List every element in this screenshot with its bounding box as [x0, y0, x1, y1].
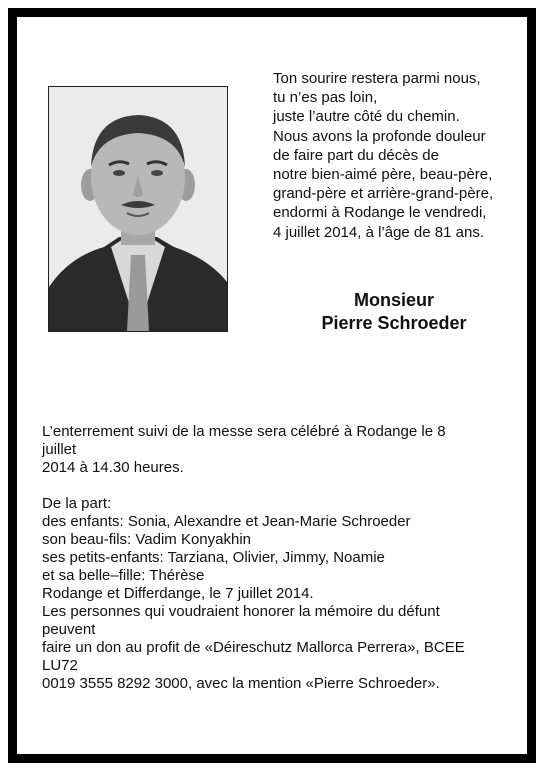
funeral-line: juillet: [42, 441, 77, 458]
family-line: De la part:: [42, 495, 112, 512]
portrait-image: [49, 87, 227, 331]
family-line: faire un don au profit de «Déireschutz Mallorca Perrera», BCEE: [42, 639, 465, 656]
poem-line: de faire part du décès de: [273, 146, 439, 164]
family-line: LU72: [42, 657, 78, 674]
deceased-name: [293, 289, 495, 335]
poem-line: tu n’es pas loin,: [273, 89, 378, 107]
poem-line: 4 juillet 2014, à l’âge de 81 ans.: [273, 223, 484, 241]
poem-line: notre bien-aimé père, beau-père,: [273, 166, 493, 184]
portrait-photo: [48, 86, 228, 332]
family-line: 0019 3555 8292 3000, avec la mention «Pierre Schroeder».: [42, 675, 440, 692]
family-line: peuvent: [42, 621, 96, 638]
paragraph-spacer: [42, 477, 532, 495]
poem-line: Nous avons la profonde douleur: [273, 127, 486, 145]
funeral-line: L’enterrement suivi de la messe sera célébré à Rodange le 8: [42, 423, 446, 440]
family-line: ses petits-enfants: Tarziana, Olivier, Jimmy, Noamie: [42, 549, 385, 566]
name-title: Monsieur: [353, 290, 434, 310]
announcement-body: [42, 423, 532, 693]
family-line: des enfants: Sonia, Alexandre et Jean-Marie Schroeder: [42, 513, 411, 530]
poem-block: [273, 69, 533, 242]
poem-line: endormi à Rodange le vendredi,: [273, 204, 487, 222]
family-line: son beau-fils: Vadim Konyakhin: [42, 531, 252, 548]
poem-line: grand-père et arrière-grand-père,: [273, 185, 494, 203]
family-line: et sa belle–fille: Thérèse: [42, 567, 205, 584]
poem-line: juste l’autre côté du chemin.: [273, 108, 460, 126]
funeral-line: 2014 à 14.30 heures.: [42, 459, 184, 476]
family-line: Les personnes qui voudraient honorer la mémoire du défunt: [42, 603, 440, 620]
poem-line: Ton sourire restera parmi nous,: [273, 70, 481, 87]
family-line: Rodange et Differdange, le 7 juillet 2014.: [42, 585, 314, 602]
obituary-card: [8, 8, 536, 763]
name-full: Pierre Schroeder: [321, 313, 467, 333]
